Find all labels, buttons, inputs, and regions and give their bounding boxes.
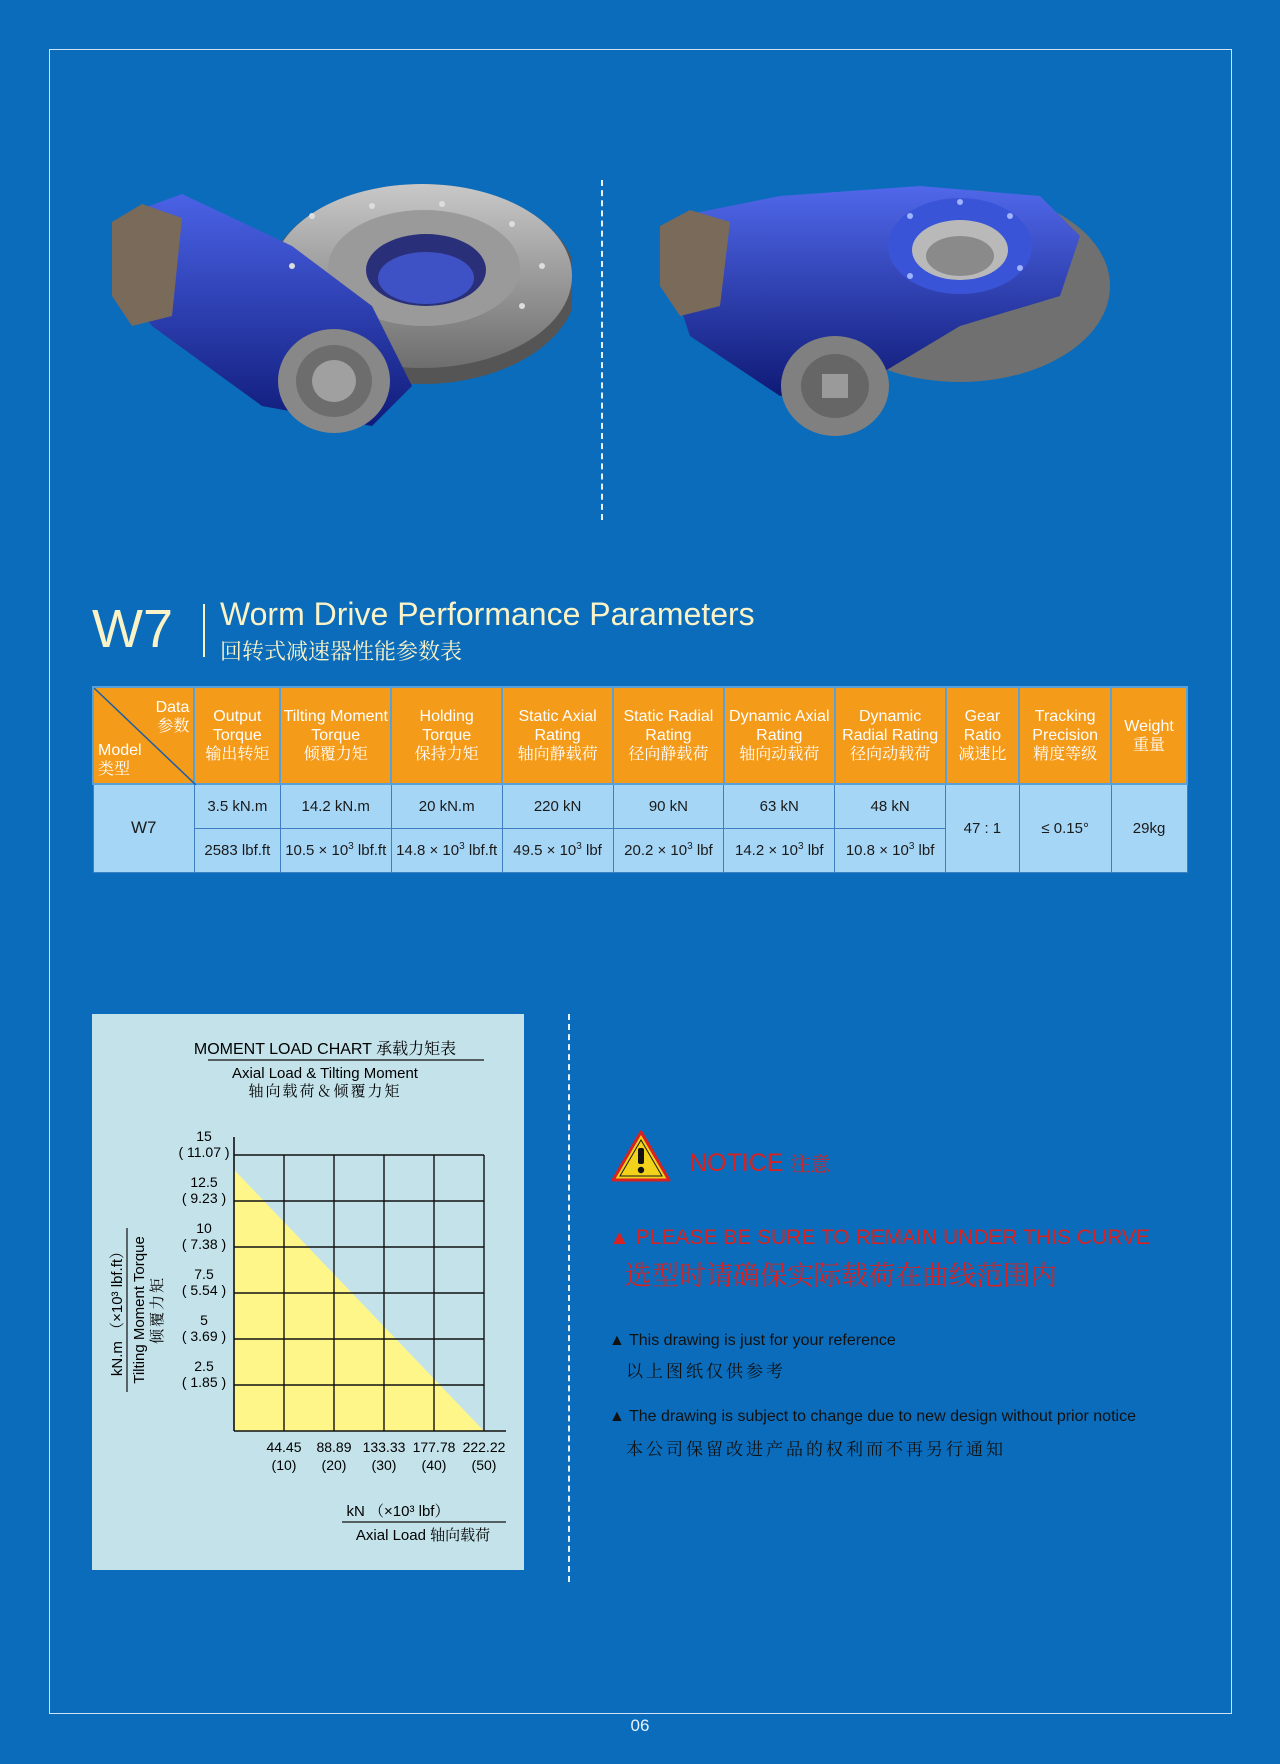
corner-model-en: Model	[98, 742, 142, 759]
note-reference-cn: 以上图纸仅供参考	[626, 1362, 786, 1381]
col-holding-torque: Holding Torque 保持力矩	[391, 687, 502, 784]
notice-title: NOTICE 注意	[689, 1149, 831, 1177]
cell-imperial: $20.2 \times 10^3$ lbf	[613, 828, 724, 872]
cell-imperial: 2583 lbf.ft	[194, 828, 280, 872]
chart-title: MOMENT LOAD CHART 承载力矩表	[193, 1041, 457, 1058]
y-tick-label: 7.5	[194, 1266, 214, 1282]
x-tick-sub-label: (50)	[471, 1457, 497, 1473]
col-dynamic-axial: Dynamic Axial Rating 轴向动载荷	[724, 687, 835, 784]
page-title: Worm Drive Performance Parameters	[220, 596, 755, 632]
y-tick-sub-label: ( 3.69 )	[181, 1328, 227, 1344]
cell-metric: 3.5 kN.m	[194, 784, 280, 828]
cell-metric: 90 kN	[613, 784, 724, 828]
cell-precision: ≤ 0.15°	[1019, 784, 1111, 872]
page-title-cn: 回转式减速器性能参数表	[220, 639, 463, 664]
model-heading: W7	[92, 599, 173, 659]
chart-svg	[92, 1014, 524, 1570]
y-axis-label: Tilting Moment Torque	[131, 1236, 148, 1384]
y-tick-sub-label: ( 11.07 )	[178, 1144, 230, 1160]
y-axis-label-cn: 倾覆力矩	[149, 1275, 166, 1345]
y-tick-label: 12.5	[190, 1174, 218, 1190]
cell-imperial: $10.5 \times 10^3$ lbf.ft	[280, 828, 391, 872]
safe-load-area	[234, 1170, 484, 1431]
cell-metric: 20 kN.m	[391, 784, 502, 828]
warning-icon	[609, 1128, 673, 1189]
table-corner-header	[93, 687, 194, 784]
note-change-cn: 本公司保留改进产品的权利而不再另行通知	[626, 1440, 1006, 1459]
x-tick-label: 222.22	[462, 1439, 506, 1455]
x-tick-label: 44.45	[266, 1439, 302, 1455]
parameters-table	[92, 686, 1188, 873]
y-tick-label: 10	[196, 1220, 212, 1236]
x-tick-sub-label: (30)	[371, 1457, 397, 1473]
chart-subtitle: Axial Load & Tilting Moment	[232, 1065, 418, 1082]
y-tick-sub-label: ( 5.54 )	[181, 1282, 227, 1298]
col-static-radial: Static Radial Rating 径向静载荷	[613, 687, 724, 784]
y-tick-label: 2.5	[194, 1358, 214, 1374]
x-axis-label: Axial Load 轴向载荷	[355, 1527, 491, 1544]
y-axis-unit: kN.m （×10³ lbf.ft）	[109, 1243, 126, 1377]
x-tick-label: 133.33	[362, 1439, 406, 1455]
cell-model: W7	[93, 784, 194, 872]
x-axis-unit: kN （×10³ lbf）	[346, 1503, 450, 1520]
x-tick-sub-label: (20)	[321, 1457, 347, 1473]
cell-metric: 63 kN	[724, 784, 835, 828]
page-number: 06	[630, 1716, 650, 1735]
col-static-axial: Static Axial Rating 轴向静载荷	[502, 687, 613, 784]
x-tick-label: 88.89	[316, 1439, 352, 1455]
corner-data-en: Data	[155, 699, 190, 716]
cell-imperial: $14.2 \times 10^3$ lbf	[724, 828, 835, 872]
corner-data-cn: 参数	[157, 718, 190, 735]
divider-dashed	[568, 1014, 570, 1582]
col-gear-ratio: Gear Ratio 减速比	[946, 687, 1020, 784]
cell-imperial: $14.8 \times 10^3$ lbf.ft	[391, 828, 502, 872]
x-tick-label: 177.78	[412, 1439, 456, 1455]
x-tick-sub-label: (10)	[271, 1457, 297, 1473]
col-dynamic-radial: Dynamic Radial Rating 径向动载荷	[835, 687, 946, 784]
col-tracking-precision: Tracking Precision 精度等级	[1019, 687, 1111, 784]
chart-subtitle-cn: 轴向载荷＆倾覆力矩	[248, 1083, 402, 1100]
y-tick-sub-label: ( 7.38 )	[181, 1236, 227, 1252]
note-reference-en: ▲ This drawing is just for your reference	[609, 1332, 896, 1349]
y-tick-sub-label: ( 1.85 )	[181, 1374, 227, 1390]
cell-gear-ratio: 47 : 1	[946, 784, 1020, 872]
y-axis-label-group	[109, 1228, 166, 1392]
y-tick-label: 15	[196, 1128, 212, 1144]
table-row-metric	[93, 784, 1187, 828]
worm-drive-product-image-left	[112, 176, 572, 456]
cell-metric: 14.2 kN.m	[280, 784, 391, 828]
y-tick-sub-label: ( 9.23 )	[181, 1190, 227, 1206]
table-header-row	[93, 687, 1187, 784]
cell-metric: 48 kN	[835, 784, 946, 828]
moment-load-chart	[92, 1014, 524, 1570]
y-tick-label: 5	[200, 1312, 208, 1328]
col-tilting-moment: Tilting Moment Torque 倾覆力矩	[280, 687, 391, 784]
notice-warning-en: ▲ PLEASE BE SURE TO REMAIN UNDER THIS CURVE	[609, 1226, 1150, 1249]
col-weight: Weight 重量	[1111, 687, 1187, 784]
x-tick-sub-label: (40)	[421, 1457, 447, 1473]
cell-imperial: $49.5 \times 10^3$ lbf	[502, 828, 613, 872]
notice-warning-cn: 选型时请确保实际载荷在曲线范围内	[625, 1261, 1057, 1291]
divider-dashed	[601, 180, 603, 520]
cell-weight: 29kg	[1111, 784, 1187, 872]
title-separator	[203, 604, 205, 657]
corner-model-cn: 类型	[98, 761, 131, 778]
worm-drive-product-image-right	[660, 176, 1110, 456]
cell-metric: 220 kN	[502, 784, 613, 828]
plot-area	[178, 1128, 506, 1473]
note-change-en: ▲ The drawing is subject to change due to new design without prior notice	[609, 1408, 1136, 1425]
cell-imperial: $10.8 \times 10^3$ lbf	[835, 828, 946, 872]
col-output-torque: Output Torque 输出转矩	[194, 687, 280, 784]
